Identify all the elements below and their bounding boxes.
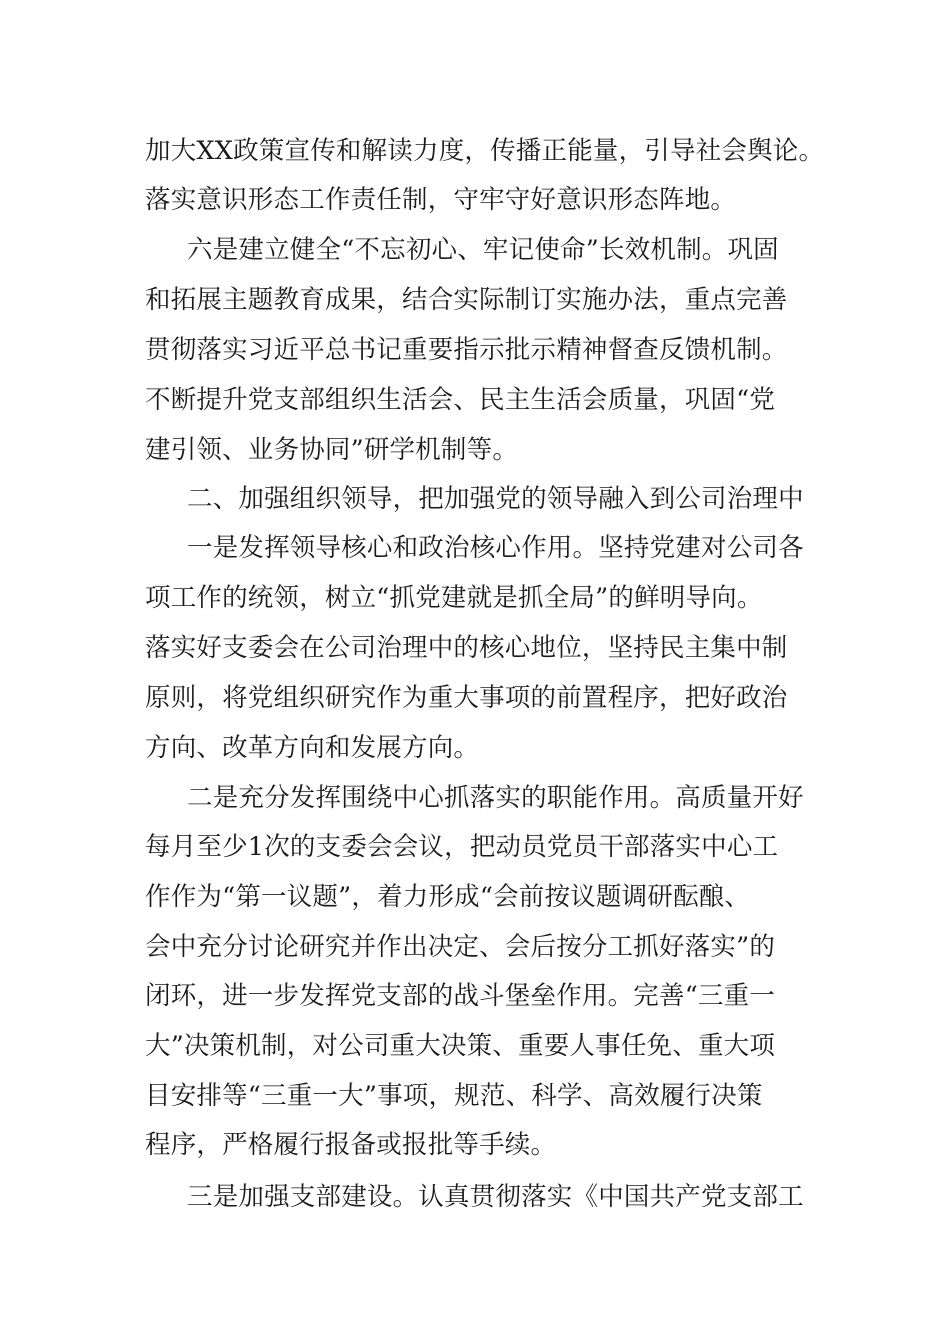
text-line: 不断提升党支部组织生活会、民主生活会质量，巩固“党 — [145, 385, 776, 415]
section-heading: 二、加强组织领导，把加强党的领导融入到公司治理中 — [187, 484, 804, 514]
text-line: 闭环，进一步发挥党支部的战斗堡垒作用。完善“三重一 — [145, 981, 776, 1011]
text-line: 作作为“第一议题”，着力形成“会前按议题调研酝酿、 — [145, 882, 751, 912]
text-line: 程序，严格履行报备或报批等手续。 — [145, 1130, 557, 1160]
paragraph-start-line: 六是建立健全“不忘初心、牢记使命”长效机制。巩固 — [187, 235, 779, 265]
text-line: 目安排等“三重一大”事项，规范、科学、高效履行决策 — [145, 1081, 763, 1111]
text-line: 项工作的统领，树立“抓党建就是抓全局”的鲜明导向。 — [145, 583, 763, 613]
text-line: 落实意识形态工作责任制，守牢守好意识形态阵地。 — [145, 185, 737, 215]
text-line: 落实好支委会在公司治理中的核心地位，坚持民主集中制 — [145, 633, 788, 663]
text-line: 贯彻落实习近平总书记重要指示批示精神督查反馈机制。 — [145, 335, 788, 365]
text-line: 每月至少1次的支委会会议，把动员党员干部落实中心工 — [145, 832, 779, 862]
text-line: 大”决策机制，对公司重大决策、重要人事任免、重大项 — [145, 1031, 776, 1061]
paragraph-start-line: 一是发挥领导核心和政治核心作用。坚持党建对公司各 — [187, 533, 804, 563]
paragraph-start-line: 二是充分发挥围绕中心抓落实的职能作用。高质量开好 — [187, 783, 804, 813]
text-line: 会中充分讨论研究并作出决定、会后按分工抓好落实”的 — [145, 932, 776, 962]
text-line: 方向、改革方向和发展方向。 — [145, 733, 480, 763]
text-line: 原则，将党组织研究作为重大事项的前置程序，把好政治 — [145, 683, 788, 713]
text-line: 建引领、业务协同”研学机制等。 — [145, 435, 519, 465]
text-line: 和拓展主题教育成果，结合实际制订实施办法，重点完善 — [145, 285, 788, 315]
paragraph-start-line: 三是加强支部建设。认真贯彻落实《中国共产党支部工 — [187, 1182, 804, 1212]
text-line: 加大XX政策宣传和解读力度，传播正能量，引导社会舆论。 — [145, 136, 825, 166]
